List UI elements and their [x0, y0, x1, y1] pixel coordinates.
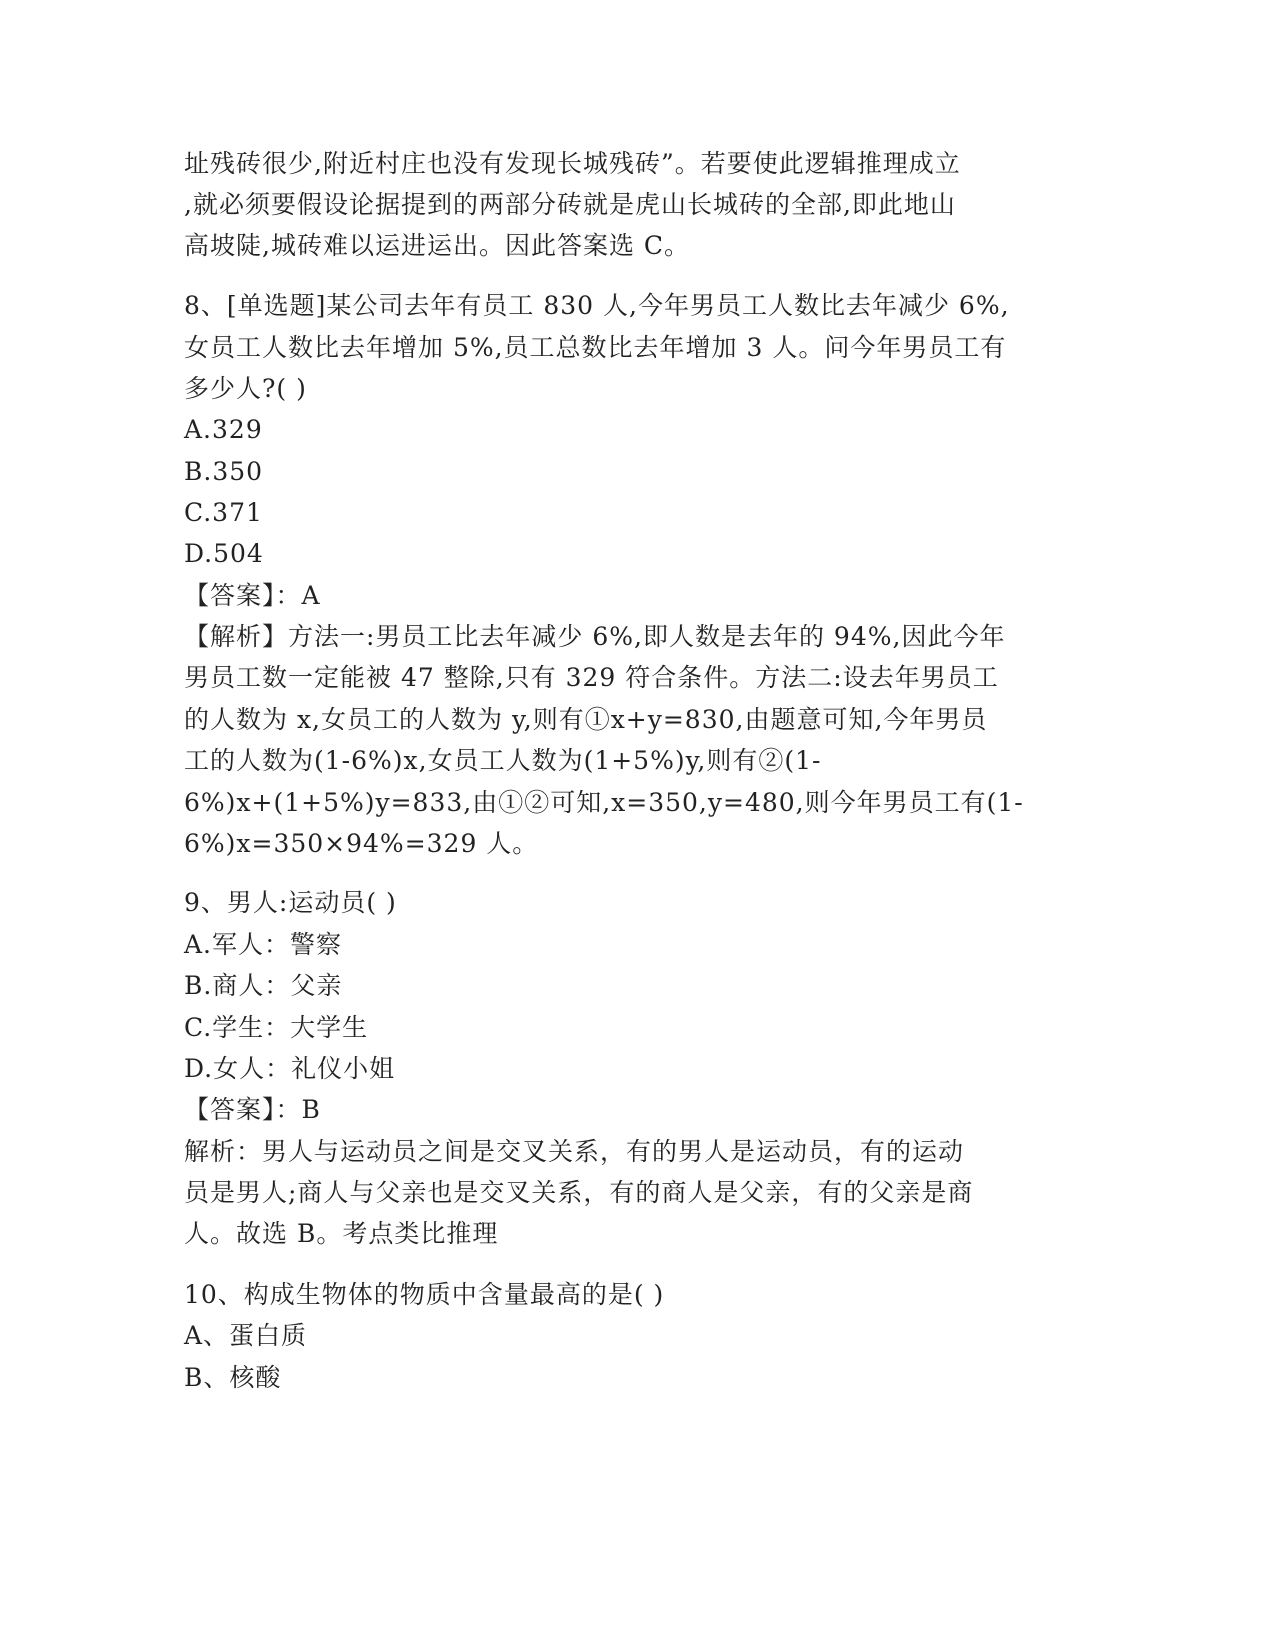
question-8-analysis-line-6: 6%)x=350×94%=329 人。	[184, 829, 539, 858]
question-8-answer: 【答案】：A	[184, 581, 321, 610]
question-8-option-b: B.350	[184, 457, 264, 486]
question-9-option-b: B.商人：父亲	[184, 971, 343, 1000]
question-8-option-d: D.504	[184, 539, 264, 568]
question-8-analysis-line-3: 的人数为 x,女员工的人数为 y,则有①x+y=830,由题意可知,今年男员	[184, 705, 988, 734]
question-8-stem-line-1: 8、[单选题]某公司去年有员工 830 人,今年男员工人数比去年减少 6%,	[184, 291, 1010, 320]
question-8-option-c: C.371	[184, 498, 263, 527]
explanation-7-line-3: 高坡陡,城砖难以运进运出。因此答案选 C。	[184, 231, 691, 260]
question-8-analysis-line-4: 工的人数为(1-6%)x,女员工人数为(1+5%)y,则有②(1-	[184, 746, 822, 775]
question-9-answer: 【答案】：B	[184, 1095, 321, 1124]
question-10-option-b: B、核酸	[184, 1363, 282, 1392]
question-9-option-d: D.女人：礼仪小姐	[184, 1054, 396, 1083]
question-9-analysis-line-2: 员是男人;商人与父亲也是交叉关系，有的商人是父亲，有的父亲是商	[184, 1178, 974, 1207]
question-8-stem-line-3: 多少人?( )	[184, 374, 307, 403]
question-9-stem: 9、男人:运动员( )	[184, 888, 397, 917]
question-9-option-c: C.学生：大学生	[184, 1013, 369, 1042]
question-9-analysis-line-1: 解析：男人与运动员之间是交叉关系，有的男人是运动员，有的运动	[184, 1137, 965, 1166]
question-8-analysis-line-2: 男员工数一定能被 47 整除,只有 329 符合条件。方法二:设去年男员工	[184, 663, 999, 692]
explanation-7-line-1: 址残砖很少,附近村庄也没有发现长城残砖”。若要使此逻辑推理成立	[184, 149, 961, 178]
question-8-analysis-line-1: 【解析】方法一:男员工比去年减少 6%,即人数是去年的 94%,因此今年	[184, 622, 1006, 651]
question-8-stem-line-2: 女员工人数比去年增加 5%,员工总数比去年增加 3 人。问今年男员工有	[184, 333, 1007, 362]
explanation-7-line-2: ,就必须要假设论据提到的两部分砖就是虎山长城砖的全部,即此地山	[184, 190, 956, 219]
question-8-analysis-line-5: 6%)x+(1+5%)y=833,由①②可知,x=350,y=480,则今年男员工有(1-	[184, 788, 1024, 817]
question-10-option-a: A、蛋白质	[184, 1321, 308, 1350]
question-9-option-a: A.军人：警察	[184, 930, 343, 959]
question-10-stem: 10、构成生物体的物质中含量最高的是( )	[184, 1280, 665, 1309]
question-8-option-a: A.329	[184, 415, 263, 444]
question-9-analysis-line-3: 人。故选 B。考点类比推理	[184, 1219, 499, 1248]
